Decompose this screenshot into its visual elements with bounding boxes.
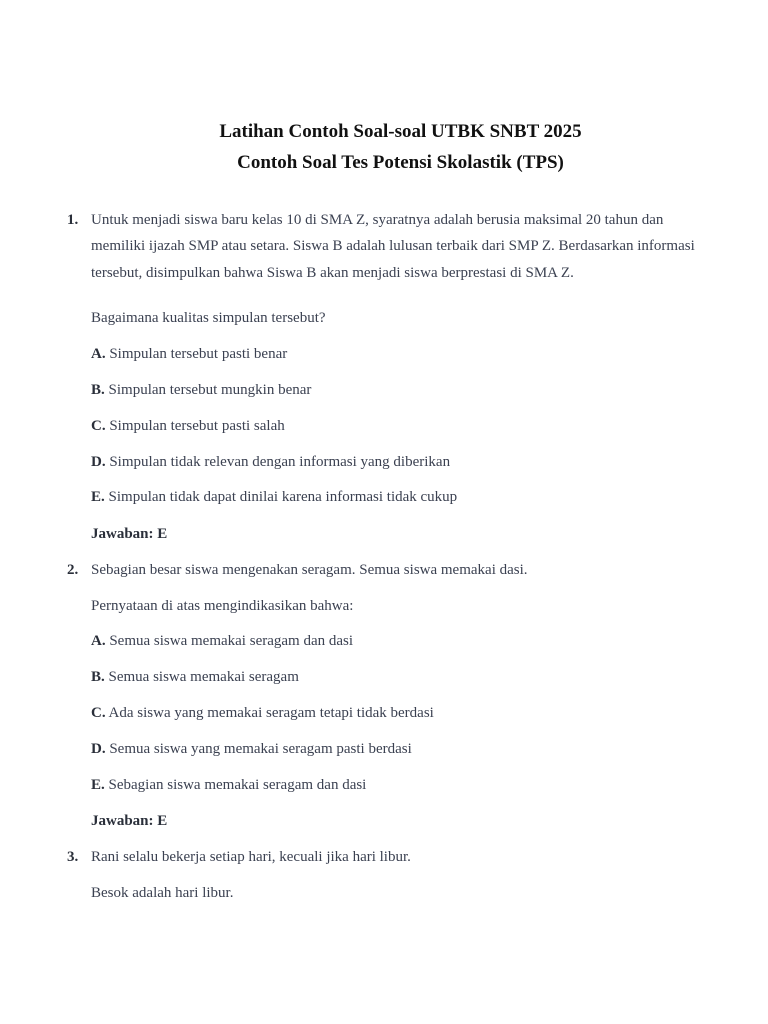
option-text: Semua siswa memakai seragam bbox=[108, 669, 299, 685]
option-a bbox=[91, 341, 287, 368]
question-stem-line: tersebut, disimpulkan bahwa Siswa B akan menjadi siswa berprestasi di SMA Z. bbox=[91, 265, 574, 281]
option-letter: E. bbox=[91, 777, 105, 793]
option-c bbox=[91, 700, 434, 727]
option-text: Sebagian siswa memakai seragam dan dasi bbox=[108, 777, 367, 793]
option-letter: C. bbox=[91, 418, 106, 434]
option-d bbox=[91, 736, 412, 763]
option-text: Ada siswa yang memakai seragam tetapi tidak berdasi bbox=[108, 705, 434, 721]
option-letter: D. bbox=[91, 741, 106, 757]
option-letter: C. bbox=[91, 705, 106, 721]
option-letter: A. bbox=[91, 633, 106, 649]
option-letter: E. bbox=[91, 489, 105, 505]
question-stem-line: Untuk menjadi siswa baru kelas 10 di SMA Z, syaratnya adalah berusia maksimal 20 tahun dan bbox=[91, 212, 664, 228]
option-letter: A. bbox=[91, 346, 106, 362]
question-prompt: Bagaimana kualitas simpulan tersebut? bbox=[91, 310, 326, 326]
answer-key: Jawaban: E bbox=[91, 813, 168, 829]
answer-key: Jawaban: E bbox=[91, 526, 168, 542]
option-text: Simpulan tersebut pasti benar bbox=[109, 346, 288, 362]
question-stem: Sebagian besar siswa mengenakan seragam. Semua siswa memakai dasi. bbox=[91, 562, 528, 578]
option-text: Semua siswa memakai seragam dan dasi bbox=[109, 633, 354, 649]
option-b bbox=[91, 664, 299, 691]
option-text: Simpulan tidak relevan dengan informasi yang diberikan bbox=[109, 454, 451, 470]
title-line-1: Latihan Contoh Soal-soal UTBK SNBT 2025 bbox=[219, 121, 582, 142]
question-prompt: Besok adalah hari libur. bbox=[91, 885, 234, 901]
option-letter: B. bbox=[91, 382, 105, 398]
option-c bbox=[91, 413, 285, 440]
question-number: 1. bbox=[67, 212, 79, 228]
option-e bbox=[91, 772, 366, 799]
option-e bbox=[91, 484, 457, 511]
option-b bbox=[91, 377, 311, 404]
option-text: Simpulan tersebut pasti salah bbox=[109, 418, 285, 434]
document-title bbox=[0, 116, 768, 178]
question-number: 2. bbox=[67, 562, 79, 578]
question-stem-line: memiliki ijazah SMP atau setara. Siswa B adalah lulusan terbaik dari SMP Z. Berdasarkan informasi bbox=[91, 238, 695, 254]
option-a bbox=[91, 628, 353, 655]
option-letter: B. bbox=[91, 669, 105, 685]
question-prompt: Pernyataan di atas mengindikasikan bahwa: bbox=[91, 598, 354, 614]
option-text: Semua siswa yang memakai seragam pasti berdasi bbox=[109, 741, 412, 757]
question-stem: Rani selalu bekerja setiap hari, kecuali jika hari libur. bbox=[91, 849, 411, 865]
option-text: Simpulan tersebut mungkin benar bbox=[108, 382, 312, 398]
option-d bbox=[91, 449, 450, 476]
option-letter: D. bbox=[91, 454, 106, 470]
title-line-2: Contoh Soal Tes Potensi Skolastik (TPS) bbox=[237, 152, 564, 173]
option-text: Simpulan tidak dapat dinilai karena informasi tidak cukup bbox=[108, 489, 458, 505]
question-number: 3. bbox=[67, 849, 79, 865]
